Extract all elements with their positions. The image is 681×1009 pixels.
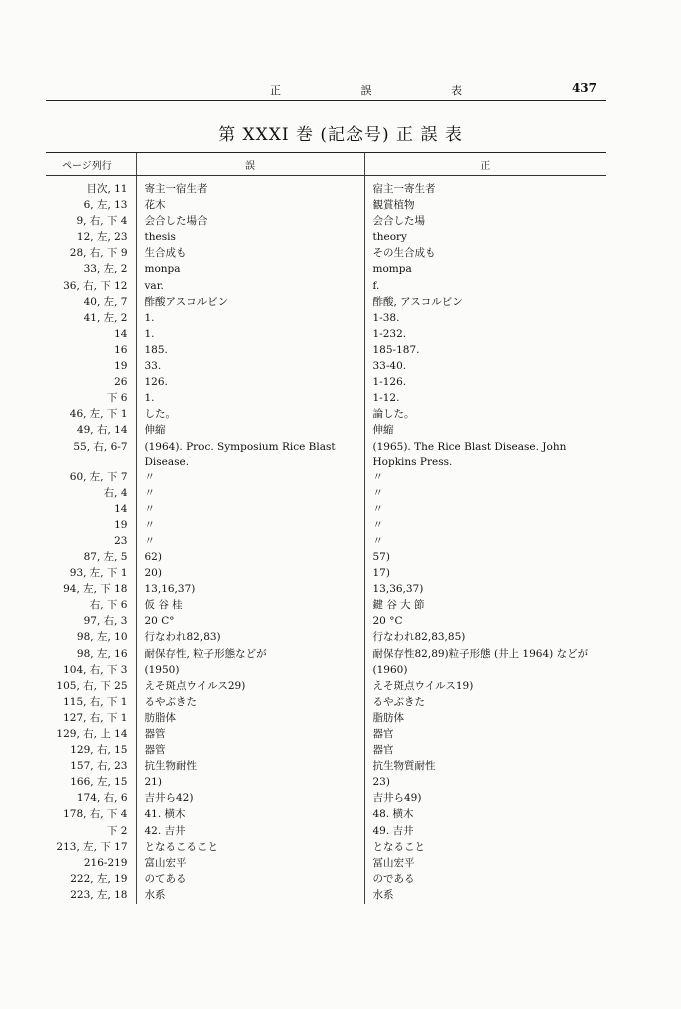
error-cell: 〃: [136, 486, 364, 502]
ref-cell: 14: [114, 502, 128, 515]
ref-cell: 216-219: [83, 856, 128, 869]
table-row: [46, 550, 606, 566]
ref-cell: 6, 左, 13: [83, 199, 128, 212]
error-cell: 吉井ら42): [136, 791, 364, 807]
table-row: [46, 359, 606, 375]
ref-cell: 12, 左, 23: [76, 231, 128, 244]
correct-cell: 〃: [364, 518, 606, 534]
correct-cell: 〃: [364, 470, 606, 486]
table-row: [46, 198, 606, 214]
ref-cell: 41, 左, 2: [83, 311, 128, 324]
error-cell: えそ斑点ウイルス29): [136, 679, 364, 695]
table-row: [46, 534, 606, 550]
correct-cell: 〃: [364, 486, 606, 502]
correct-cell: f.: [364, 279, 606, 295]
error-cell: 1.: [136, 391, 364, 407]
correct-cell: 抗生物質耐性: [364, 759, 606, 775]
running-head: [0, 78, 681, 98]
ref-cell: 97, 右, 3: [83, 615, 128, 628]
table-row: [46, 630, 606, 646]
ref-cell: 下 6: [106, 392, 128, 405]
correct-cell: (1960): [364, 663, 606, 679]
table-row: [46, 711, 606, 727]
ref-cell: 14: [114, 327, 128, 340]
ref-cell: 222, 左, 19: [70, 872, 128, 885]
ref-cell: 目次, 11: [86, 183, 128, 195]
ref-cell: 9, 右, 下 4: [76, 215, 128, 228]
error-cell: 肪脂体: [136, 711, 364, 727]
correct-cell: 17): [364, 566, 606, 582]
table-row: [46, 759, 606, 775]
correct-cell: 57): [364, 550, 606, 566]
correct-cell: 鍵 谷 大 節: [364, 598, 606, 614]
error-cell: 寄主一宿生者: [136, 176, 364, 199]
ref-cell: 右, 4: [103, 486, 128, 499]
error-cell: 器管: [136, 743, 364, 759]
ref-cell: 23: [114, 534, 128, 547]
table-row: [46, 440, 606, 470]
ref-cell: 213, 左, 下 17: [56, 840, 128, 853]
error-cell: のてある: [136, 872, 364, 888]
table-row: [46, 679, 606, 695]
table-row: [46, 214, 606, 230]
correct-cell: 〃: [364, 534, 606, 550]
correct-cell: 酢酸, アスコルビン: [364, 295, 606, 311]
correct-cell: 20 °C: [364, 614, 606, 630]
correct-cell: 観賞植物: [364, 198, 606, 214]
table-row: [46, 176, 606, 199]
correct-cell: 会合した場: [364, 214, 606, 230]
error-cell: となるこること: [136, 840, 364, 856]
errata-rows: [46, 176, 606, 905]
correct-cell: その生合成も: [364, 246, 606, 262]
ref-cell: 178, 右, 下 4: [63, 808, 128, 821]
error-cell: 耐保存性, 粒子形態などが: [136, 647, 364, 663]
correct-cell: るやぶきた: [364, 695, 606, 711]
table-row: [46, 824, 606, 840]
table-row: [46, 375, 606, 391]
ref-cell: 87, 左, 5: [83, 550, 128, 563]
error-cell: thesis: [136, 230, 364, 246]
table-row: [46, 791, 606, 807]
ref-cell: 36, 右, 下 12: [63, 279, 128, 292]
ref-cell: 129, 右, 15: [70, 744, 128, 757]
correct-cell: 23): [364, 775, 606, 791]
error-cell: るやぶきた: [136, 695, 364, 711]
table-row: [46, 695, 606, 711]
table-row: [46, 423, 606, 439]
correct-cell: 33-40.: [364, 359, 606, 375]
ref-cell: 33, 左, 2: [83, 263, 128, 276]
table-row: [46, 279, 606, 295]
table-row: [46, 598, 606, 614]
ref-cell: 26: [114, 376, 128, 389]
correct-cell: 185-187.: [364, 343, 606, 359]
correct-cell: 耐保存性82,89)粒子形態 (井上 1964) などが: [364, 647, 606, 663]
page-number: 437: [571, 81, 597, 95]
correct-cell: mompa: [364, 262, 606, 278]
error-cell: 生合成も: [136, 246, 364, 262]
error-cell: 33.: [136, 359, 364, 375]
table-row: [46, 262, 606, 278]
ref-cell: 174, 右, 6: [76, 792, 128, 805]
header-ref: ページ列行: [46, 153, 136, 176]
error-cell: 21): [136, 775, 364, 791]
header-error: 誤: [136, 153, 364, 176]
error-cell: 20): [136, 566, 364, 582]
error-cell: 1.: [136, 327, 364, 343]
error-cell: した。: [136, 407, 364, 423]
errata-table: [46, 152, 606, 904]
table-header-row: [46, 153, 606, 176]
ref-cell: 49, 右, 14: [76, 424, 128, 437]
error-cell: var.: [136, 279, 364, 295]
header-correct: 正: [364, 153, 606, 176]
error-cell: 行なわれ82,83): [136, 630, 364, 646]
correct-cell: 行なわれ82,83,85): [364, 630, 606, 646]
correct-cell: 13,36,37): [364, 582, 606, 598]
error-cell: 〃: [136, 518, 364, 534]
table-row: [46, 518, 606, 534]
correct-cell: 1-232.: [364, 327, 606, 343]
table-row: [46, 775, 606, 791]
error-cell: 〃: [136, 470, 364, 486]
correct-cell: 論した。: [364, 407, 606, 423]
table-row: [46, 743, 606, 759]
ref-cell: 157, 右, 23: [70, 760, 128, 773]
error-cell: 酢酸アスコルビン: [136, 295, 364, 311]
ref-cell: 55, 右, 6-7: [73, 440, 128, 453]
table-row: [46, 663, 606, 679]
table-row: [46, 647, 606, 663]
ref-cell: 98, 左, 10: [76, 631, 128, 644]
correct-cell: 1-38.: [364, 311, 606, 327]
error-cell: 仮 谷 桂: [136, 598, 364, 614]
ref-cell: 46, 左, 下 1: [69, 408, 128, 421]
table-row: [46, 502, 606, 518]
table-row: [46, 566, 606, 582]
correct-cell: 〃: [364, 502, 606, 518]
correct-cell: のである: [364, 872, 606, 888]
error-cell: 62): [136, 550, 364, 566]
error-cell: 1.: [136, 311, 364, 327]
correct-cell: (1965). The Rice Blast Disease. John Hopkins Press.: [364, 440, 606, 470]
table-row: [46, 343, 606, 359]
error-cell: 20 C°: [136, 614, 364, 630]
error-cell: 水系: [136, 888, 364, 904]
ref-cell: 19: [114, 360, 128, 373]
ref-cell: 104, 右, 下 3: [63, 663, 128, 676]
table-row: [46, 614, 606, 630]
ref-cell: 40, 左, 7: [83, 295, 128, 308]
correct-cell: 1-12.: [364, 391, 606, 407]
error-cell: 126.: [136, 375, 364, 391]
error-cell: (1950): [136, 663, 364, 679]
ref-cell: 223, 左, 18: [70, 888, 128, 901]
correct-cell: となること: [364, 840, 606, 856]
ref-cell: 129, 右, 上 14: [56, 728, 128, 740]
error-cell: 抗生物耐性: [136, 759, 364, 775]
table-row: [46, 246, 606, 262]
correct-cell: 器官: [364, 727, 606, 743]
table-row: [46, 856, 606, 872]
running-head-title: 正 誤 表: [270, 84, 500, 97]
table-row: [46, 311, 606, 327]
error-cell: 会合した場合: [136, 214, 364, 230]
table-row: [46, 840, 606, 856]
correct-cell: 宿主一寄生者: [364, 176, 606, 199]
top-rule: [46, 100, 606, 101]
table-row: [46, 407, 606, 423]
table-row: [46, 872, 606, 888]
ref-cell: 下 2: [106, 824, 128, 837]
table-row: [46, 391, 606, 407]
error-cell: 器管: [136, 727, 364, 743]
error-cell: (1964). Proc. Symposium Rice Blast Disease.: [136, 440, 364, 470]
error-cell: 花木: [136, 198, 364, 214]
table-row: [46, 486, 606, 502]
correct-cell: 吉井ら49): [364, 791, 606, 807]
ref-cell: 28, 右, 下 9: [69, 247, 128, 260]
correct-cell: 伸縮: [364, 423, 606, 439]
table-row: [46, 582, 606, 598]
correct-cell: 48. 横木: [364, 807, 606, 823]
correct-cell: 水系: [364, 888, 606, 904]
ref-cell: 98, 左, 16: [76, 647, 128, 660]
correct-cell: theory: [364, 230, 606, 246]
ref-cell: 127, 右, 下 1: [63, 711, 128, 724]
table-row: [46, 727, 606, 743]
correct-cell: 脂肪体: [364, 711, 606, 727]
error-cell: 13,16,37): [136, 582, 364, 598]
error-cell: 〃: [136, 534, 364, 550]
table-row: [46, 327, 606, 343]
error-cell: 富山宏平: [136, 856, 364, 872]
error-cell: monpa: [136, 262, 364, 278]
ref-cell: 60, 左, 下 7: [69, 470, 128, 483]
error-cell: 〃: [136, 502, 364, 518]
correct-cell: 49. 吉井: [364, 824, 606, 840]
error-cell: 185.: [136, 343, 364, 359]
correct-cell: 冨山宏平: [364, 856, 606, 872]
table-row: [46, 470, 606, 486]
ref-cell: 93, 左, 下 1: [69, 567, 128, 580]
error-cell: 伸縮: [136, 423, 364, 439]
table-row: [46, 888, 606, 904]
table-row: [46, 807, 606, 823]
ref-cell: 94, 左, 下 18: [63, 583, 128, 596]
ref-cell: 右, 下 6: [89, 599, 128, 612]
page-title: 第 XXXI 巻 (記念号) 正 誤 表: [218, 125, 463, 145]
ref-cell: 19: [114, 518, 128, 531]
table-row: [46, 295, 606, 311]
correct-cell: 器官: [364, 743, 606, 759]
correct-cell: えそ斑点ウイルス19): [364, 679, 606, 695]
error-cell: 42. 吉井: [136, 824, 364, 840]
ref-cell: 105, 右, 下 25: [56, 679, 128, 692]
error-cell: 41. 横木: [136, 807, 364, 823]
ref-cell: 16: [114, 343, 128, 356]
correct-cell: 1-126.: [364, 375, 606, 391]
table-row: [46, 230, 606, 246]
ref-cell: 166, 左, 15: [70, 776, 128, 789]
ref-cell: 115, 右, 下 1: [63, 695, 128, 708]
